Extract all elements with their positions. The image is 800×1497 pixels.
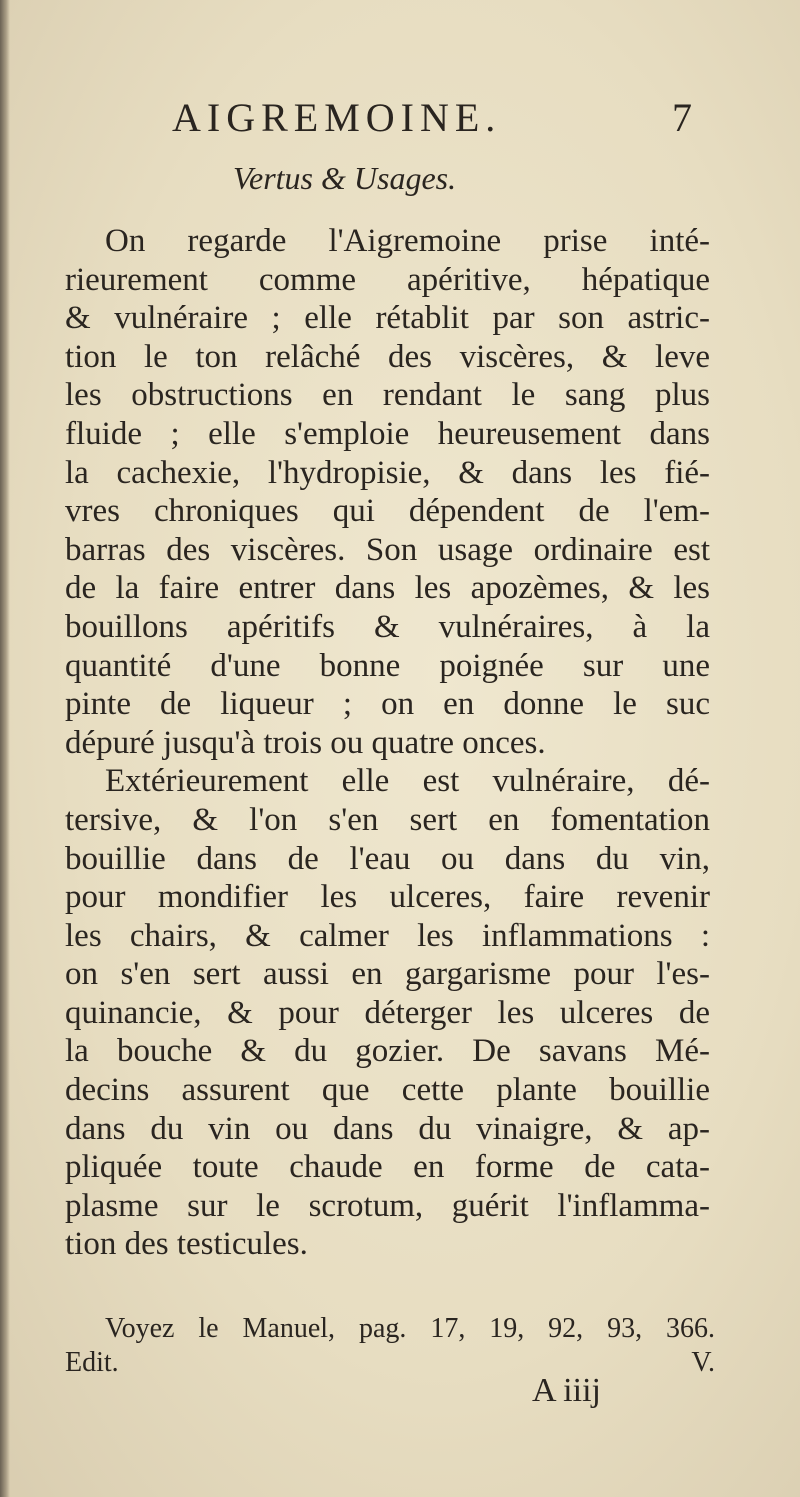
- text-line: les chairs, & calmer les inflammations :: [65, 917, 710, 954]
- text-line: dépuré jusqu'à trois ou quatre onces.: [65, 724, 546, 761]
- text-line: on s'en sert aussi en gargarisme pour l'es-: [65, 956, 710, 993]
- text-line: dans du vin ou dans du vinaigre, & ap-: [65, 1110, 710, 1147]
- text-line: quantité d'une bonne poignée sur une: [65, 647, 710, 684]
- text-line: tersive, & l'on s'en sert en fomentation: [65, 801, 710, 838]
- text-line: la cachexie, l'hydropisie, & dans les fié-: [65, 454, 710, 491]
- text-line: barras des viscères. Son usage ordinaire est: [65, 531, 710, 568]
- text-line: tion des testicules.: [65, 1226, 308, 1263]
- page-header: [172, 94, 692, 144]
- page-number: 7: [672, 95, 692, 140]
- page-gutter-shadow: [0, 0, 10, 1497]
- text-line: & vulnéraire ; elle rétablit par son astric-: [65, 300, 710, 337]
- reference-note: [65, 1312, 715, 1380]
- text-line: tion le ton relâché des viscères, & leve: [65, 338, 710, 375]
- text-line: pliquée toute chaude en forme de cata-: [65, 1149, 710, 1186]
- section-heading: Vertus & Usages.: [233, 160, 457, 196]
- reference-line: Voyez le Manuel, pag. 17, 19, 92, 93, 366.: [105, 1313, 715, 1344]
- text-line: de la faire entrer dans les apozèmes, & les: [65, 570, 710, 607]
- text-line: decins assurent que cette plante bouillie: [65, 1072, 710, 1109]
- text-line: bouillie dans de l'eau ou dans du vin,: [65, 840, 710, 877]
- text-line: pour mondifier les ulceres, faire revenir: [65, 879, 710, 916]
- running-title: AIGREMOINE.: [172, 95, 502, 140]
- body-text: [65, 222, 710, 1264]
- signature-mark: A iiij: [532, 1372, 601, 1409]
- text-line: rieurement comme apéritive, hépatique: [65, 261, 710, 298]
- text-line: On regarde l'Aigremoine prise inté-: [105, 223, 710, 259]
- text-line: quinancie, & pour déterger les ulceres de: [65, 994, 710, 1031]
- text-line: Extérieurement elle est vulnéraire, dé-: [105, 763, 710, 800]
- text-line: la bouche & du gozier. De savans Mé-: [65, 1033, 710, 1070]
- reference-line: Edit. V.: [65, 1347, 715, 1378]
- text-line: fluide ; elle s'emploie heureusement dans: [65, 415, 710, 452]
- text-line: pinte de liqueur ; on en donne le suc: [65, 686, 710, 723]
- text-line: bouillons apéritifs & vulnéraires, à la: [65, 608, 710, 645]
- text-line: les obstructions en rendant le sang plus: [65, 377, 710, 414]
- text-line: plasme sur le scrotum, guérit l'inflamma-: [65, 1187, 710, 1224]
- text-line: vres chroniques qui dépendent de l'em-: [65, 493, 710, 530]
